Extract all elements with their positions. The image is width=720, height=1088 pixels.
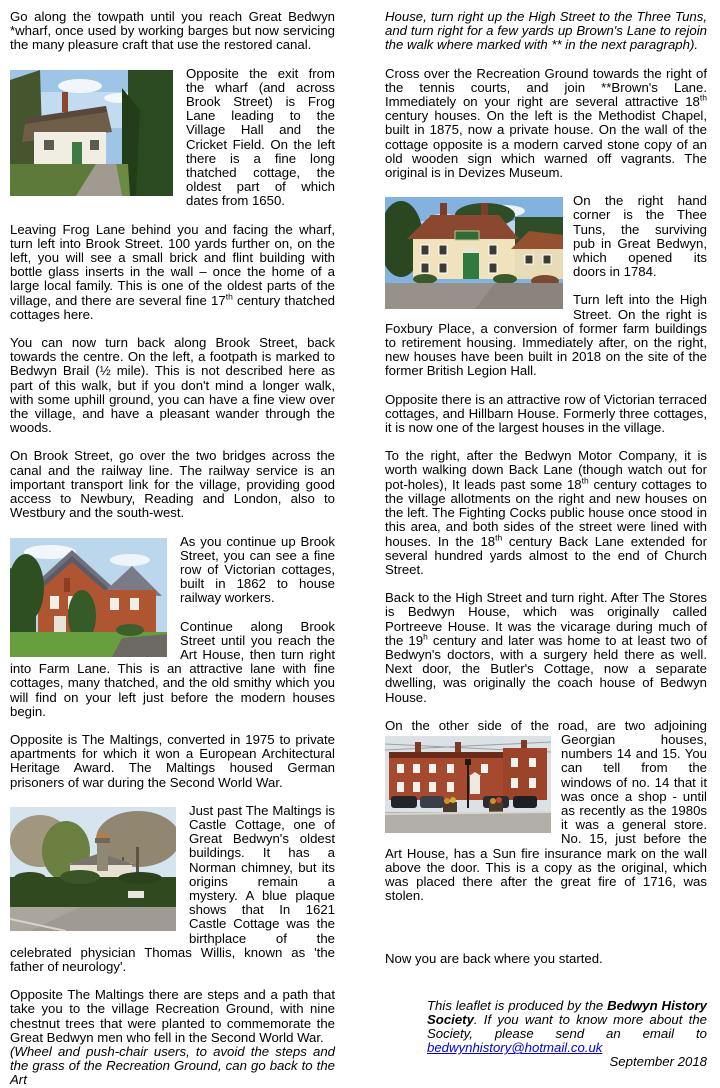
text-run: century Back Lane extended for several hundred yards almost to the end of Church Street. [385, 533, 707, 577]
superscript-th: th [495, 532, 503, 543]
email-link[interactable]: bedwynhistory@hotmail.co.uk [427, 1040, 603, 1056]
text-run: century cottages to the village allotments on the right and new houses on the left. The Fighting Cocks public house once stood in this area, and both sides of the street were lined with houses. In the 18 [385, 476, 707, 549]
para-wheelchair-note: (Wheel and push-chair users, to avoid the steps and the grass of the Recreation Ground, can go back to the Art [10, 1044, 335, 1088]
photo-three-tuns-pub [385, 197, 563, 309]
text-run: century thatched cottages here. [10, 292, 335, 322]
publication-date: September 2018 [609, 1054, 707, 1070]
para-high-street: Turn left into the High Street. On the right is Foxbury Place, a conversion of former farm buildings to retirement housing. Immediately after, on the right, new houses have been built in 2018 on the site of the former British Legion Hall. [385, 292, 707, 379]
spacer [10, 974, 335, 988]
photo-frog-lane-thatched-cottage [10, 70, 173, 196]
castle-cottage-section [10, 804, 335, 974]
para-bedwyn-house [385, 591, 707, 705]
frog-lane-section [10, 67, 335, 209]
para-hillbarn: Opposite there is an attractive row of Victorian terraced cottages, and Hillbarn House. Formerly three cottages, it is now one of the largest houses in the village. [385, 391, 707, 436]
para-maltings: Opposite is The Maltings, converted in 1975 to private apartments for which it won a European Architectural Heritage Award. The Maltings housed German prisoners of war during the Second World War. [10, 731, 335, 790]
para-brook-street [10, 223, 335, 322]
para-farm-lane: Continue along Brook Street until you reach the Art House, then turn right into Farm Lane. This is an attractive lane with fine cottages, many thatched, and the old smithy which you will find on your left just before the modern houses begin. [10, 618, 335, 719]
para-castle-cottage: Just past The Maltings is Castle Cottage, one of Great Bedwyn's oldest buildings. It has a Norman chimney, but its origins remain a mystery. A blue plaque shows that In 1621 Castle Cottage was the birthplace of the celebrated physician Thomas Willis, known as 'the father of neurology'. [10, 803, 335, 974]
text-run: To the right, after the Bedwyn Motor Company, it is worth walking down Back Lane (though watch out for pot-holes), It leads past some 18 [385, 448, 707, 492]
para-footpath: You can now turn back along Brook Street, back towards the centre. On the left, a footpath is marked to Bedwyn Brail (½ mile). This is not described here as part of this walk, but if you don't mind a longer walk, with some uphill ground, you can have a fine view over the village, and have a pleasant wander through the woods. [10, 335, 335, 436]
para-towpath: Go along the towpath until you reach Great Bedwyn *wharf, once used by working barges but now servicing the many pleasure craft that use the restored canal. [10, 9, 335, 53]
right-column [385, 10, 707, 1088]
text-run: century houses. On the left is the Methodist Chapel, built in 1875, now a private house. On the wall of the cottage opposite is a modern carved stone copy of an old wooden sign which warned off vagrants. The original is in Devizes Museum. [385, 108, 707, 181]
victorian-cottages-section [10, 535, 335, 719]
spacer [385, 379, 707, 393]
para-bridges: On Brook Street, go over the two bridges across the canal and the railway line. The railway service is an important transport link for the village, providing good access to Newbury, Reading and London, also to Westbury and the south-west. [10, 448, 335, 521]
para-georgian-houses [385, 719, 707, 904]
para-three-tuns: On the right hand corner is the Thee Tuns, the surviving pub in Great Bedwyn, which opened its doors in 1784. [573, 194, 707, 280]
text-run: houses, numbers 14 and 15. You can tell from the windows of no. 14 that it was once a shop - until as recently as the 1980s it was a general store. No. 15, just before the Art House, has a Sun fire insurance mark on the wall above the door. This is a copy as the original, which was placed there after the great fire of 1716, was stolen. [385, 731, 707, 904]
society-name: Bedwyn History Society [427, 997, 707, 1027]
text-run: This leaflet is produced by the [427, 997, 608, 1013]
superscript-h: h [423, 631, 428, 642]
superscript-th: th [699, 92, 707, 103]
photo-castle-cottage [10, 807, 176, 931]
text-run: . If you want to know more about the Society, please send an email to [427, 1011, 707, 1041]
text-run: Leaving Frog Lane behind you and facing the wharf, turn left into Brook Street. 100 yards further on, on the left, you will see a small brick and flint building with bottle glass inserts in the wall – once the home of a large local family. This is one of the oldest parts of the village, and there are several fine 17 [10, 221, 335, 308]
superscript-th: th [581, 475, 589, 486]
para-victorian-cottages: As you continue up Brook Street, you can see a fine row of Victorian cottages, built in 1862 to house railway workers. [180, 534, 335, 606]
para-browns-lane [385, 67, 707, 181]
text-run: century and later was home to at least two of Bedwyn's doctors, with a surgery held there as well. Next door, the Butler's Cottage, now a separate dwelling, was originally the coach house of Bedwyn House. [385, 632, 707, 705]
para-back-lane [385, 449, 707, 577]
left-column [10, 10, 335, 1088]
para-wheelchair-note-continued: House, turn right up the High Street to the Three Tuns, and turn right for a few yards up Brown's Lane to rejoin the walk where marked with ** in the next paragraph). [385, 9, 707, 53]
spacer [10, 719, 335, 733]
text-run: Back to the High Street and turn right. After The Stores is Bedwyn House, which was originally called Portreeve House. It was the vicarage during much of the 19 [385, 590, 707, 648]
photo-victorian-railway-cottages [10, 538, 167, 657]
georgian-houses-section [385, 719, 707, 904]
attribution-block [427, 999, 707, 1070]
para-finish: Now you are back where you started. [385, 951, 603, 967]
photo-georgian-houses-14-15 [385, 736, 551, 833]
superscript-th: th [225, 291, 233, 302]
text-run: On the other side of the road, are two adjoining Georgian [385, 718, 707, 747]
text-run: Cross over the Recreation Ground towards the right of the tennis courts, and join **Brown's Lane. Immediately on your right are several attractive 18 [385, 65, 707, 110]
para-recreation-ground: Opposite The Maltings there are steps and a path that take you to the village Recreation Ground, with nine chestnut trees that were planted to commemorate the Great Bedwyn men who fell in the Second World War. [10, 987, 335, 1045]
three-tuns-section [385, 194, 707, 378]
para-frog-lane: Opposite the exit from the wharf (and across Brook Street) is Frog Lane leading to the Village Hall and the Cricket Field. On the left there is a fine long thatched cottage, the oldest part of which dates from 1650. [186, 66, 335, 209]
spacer [10, 209, 335, 223]
